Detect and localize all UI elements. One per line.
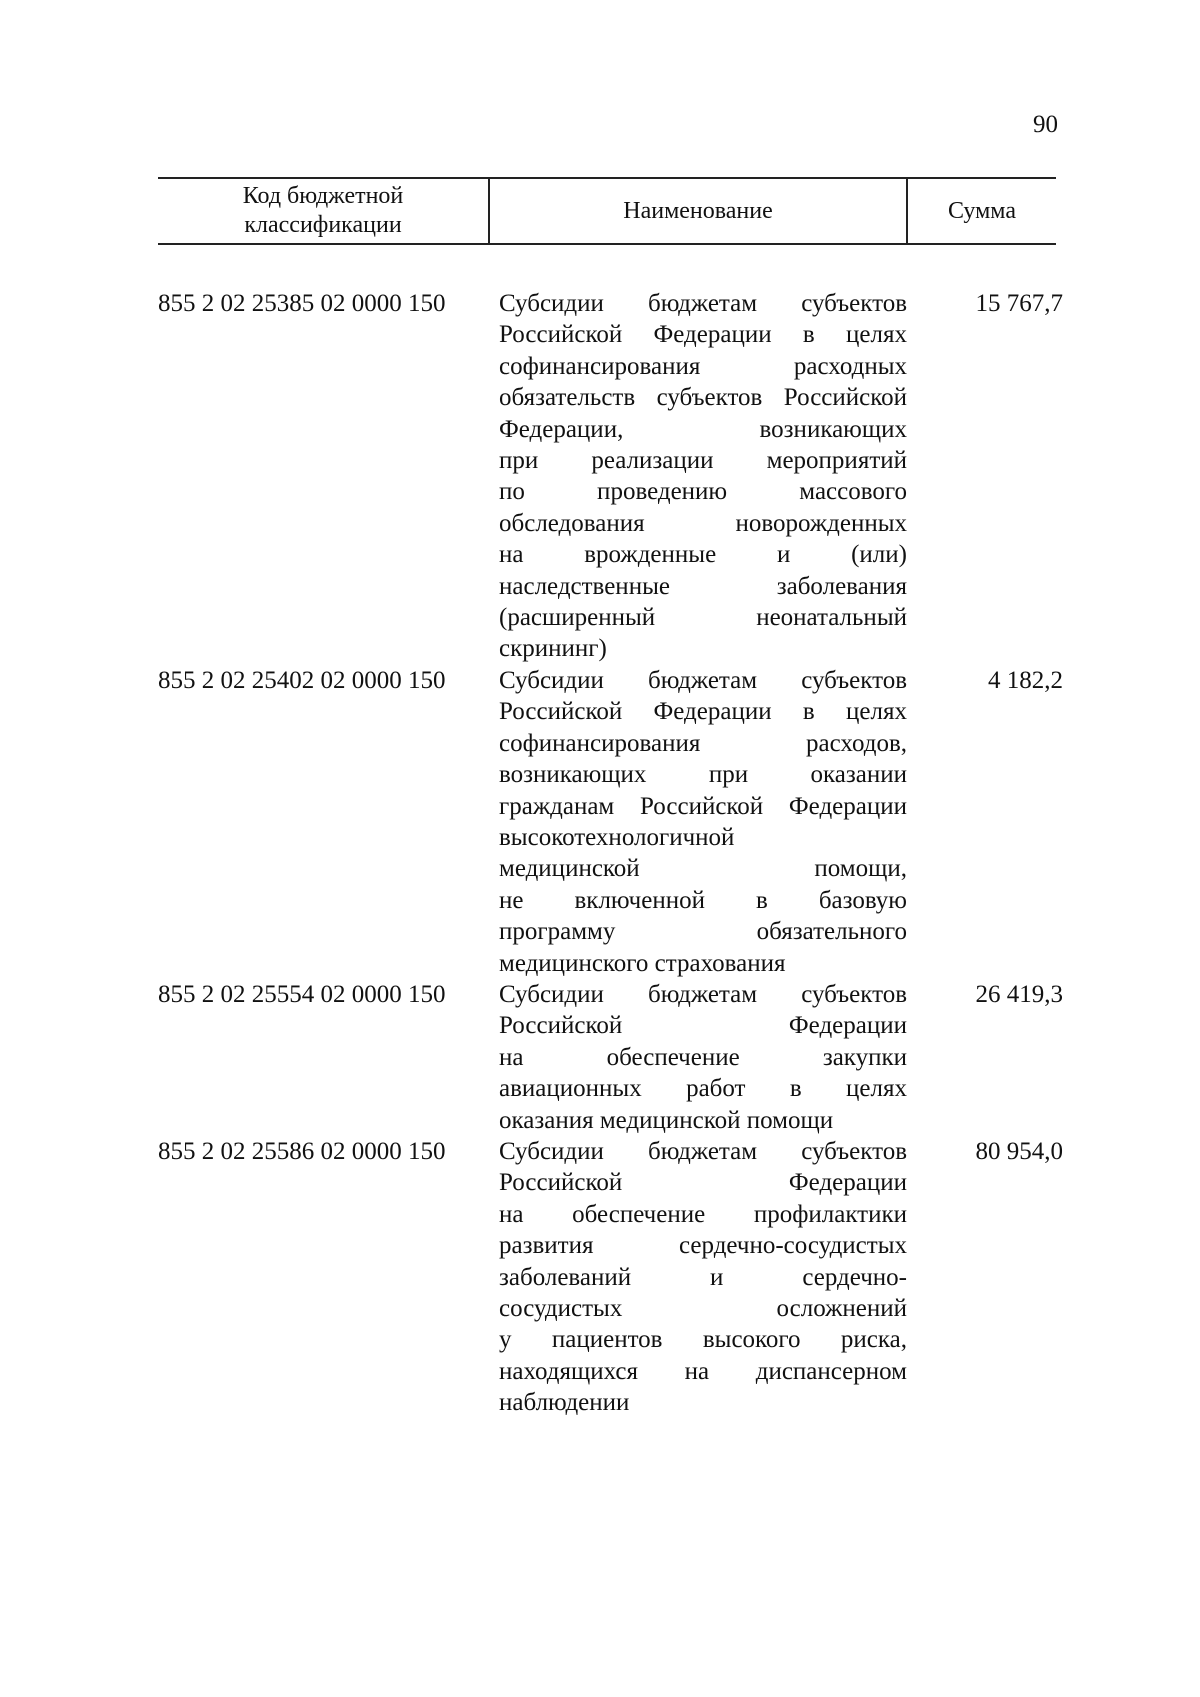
row-name-line: Субсидии бюджетам субъектов [499, 290, 907, 317]
row-name-line: медицинской помощи, [499, 855, 907, 883]
row-code: 855 2 02 25402 02 0000 150 [158, 666, 446, 694]
row-code: 855 2 02 25385 02 0000 150 [158, 290, 446, 317]
row-name-line: при реализации мероприятий [499, 447, 907, 475]
row-sum: 15 767,7 [975, 290, 1063, 317]
row-name-line: находящихся на диспансерном [499, 1357, 907, 1385]
row-code: 855 2 02 25554 02 0000 150 [158, 980, 446, 1008]
table-header [158, 177, 1056, 245]
row-code: 855 2 02 25586 02 0000 150 [158, 1137, 446, 1165]
header-code-cell [158, 179, 490, 243]
row-name-line: обязательств субъектов Российской [499, 384, 907, 412]
row-name-line: Субсидии бюджетам субъектов [499, 1137, 907, 1165]
row-name-line: развития сердечно-сосудистых [499, 1232, 907, 1260]
table-row [158, 979, 1063, 1136]
row-name-line: обследования новорожденных [499, 509, 907, 537]
table-body [158, 288, 1063, 1419]
row-name-line: авиационных работ в целях [499, 1075, 907, 1103]
row-name-line: программу обязательного [499, 918, 907, 946]
row-name-line: сосудистых осложнений [499, 1295, 907, 1322]
row-name [490, 979, 907, 1136]
row-name-line: на обеспечение закупки [499, 1043, 907, 1071]
row-sum: 26 419,3 [975, 980, 1063, 1008]
row-name-line: Российской Федерации [499, 1012, 907, 1040]
row-name-line: медицинского страхования [499, 949, 786, 977]
row-name-line: скрининг) [499, 635, 607, 663]
row-name-line: высокотехнологичной [499, 823, 735, 851]
header-name-cell [490, 179, 908, 243]
row-name-line: на обеспечение профилактики [499, 1200, 907, 1228]
row-name-line: Федерации, возникающих [499, 415, 907, 443]
header-sum-label: Сумма [948, 197, 1016, 224]
row-name-line: возникающих при оказании [499, 761, 907, 789]
row-name-line: Российской Федерации в целях [499, 321, 907, 349]
header-code-label: Код бюджетной классификации [242, 183, 404, 238]
header-name-label: Наименование [623, 197, 773, 224]
row-sum: 4 182,2 [988, 666, 1063, 694]
row-name-line: софинансирования расходов, [499, 729, 907, 757]
row-name-line: Субсидии бюджетам субъектов [499, 980, 907, 1008]
row-name-line: софинансирования расходных [499, 352, 907, 380]
row-name-line: гражданам Российской Федерации [499, 792, 907, 820]
row-name-line: на врожденные и (или) [499, 541, 907, 569]
row-name-line: заболеваний и сердечно- [499, 1263, 907, 1291]
row-name [490, 1136, 907, 1419]
row-name-line: наследственные заболевания [499, 572, 907, 600]
row-name-line: оказания медицинской помощи [499, 1106, 834, 1134]
row-name-line: Российской Федерации [499, 1169, 907, 1197]
row-name-line: по проведению массового [499, 478, 907, 506]
table-row [158, 665, 1063, 979]
row-name [490, 665, 907, 979]
row-name [490, 288, 907, 665]
row-name-line: у пациентов высокого риска, [499, 1326, 907, 1354]
page-number: 90 [1033, 111, 1058, 138]
table-row [158, 288, 1063, 665]
row-name-line: Субсидии бюджетам субъектов [499, 666, 907, 694]
row-name-line: наблюдении [499, 1389, 630, 1417]
table-row [158, 1136, 1063, 1419]
row-name-line: не включенной в базовую [499, 886, 907, 914]
row-name-line: (расширенный неонатальный [499, 604, 907, 632]
header-sum-cell [908, 179, 1056, 243]
row-sum: 80 954,0 [975, 1137, 1063, 1165]
row-name-line: Российской Федерации в целях [499, 698, 907, 726]
